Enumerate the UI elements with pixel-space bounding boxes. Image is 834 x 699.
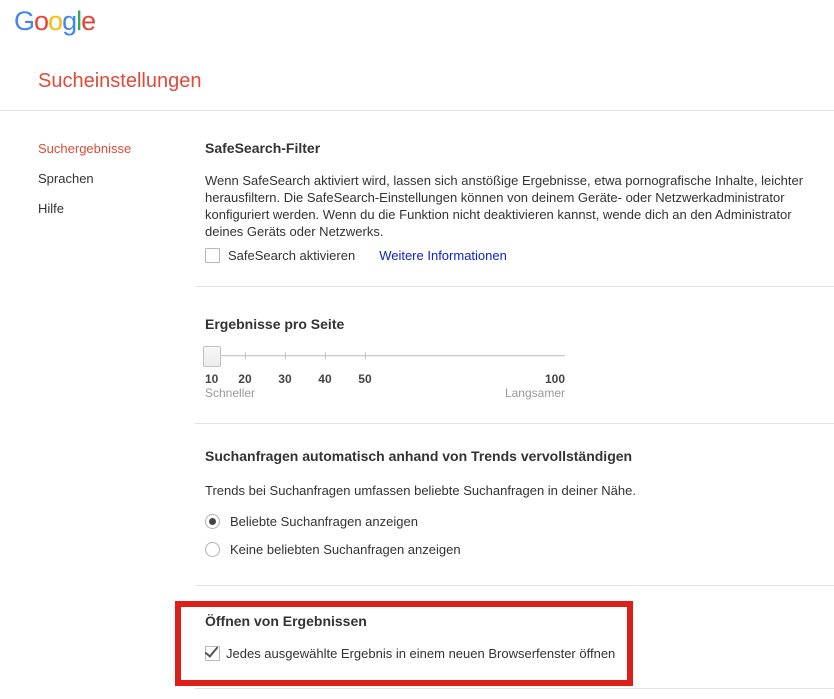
logo-letter: o xyxy=(48,6,63,36)
safesearch-heading: SafeSearch-Filter xyxy=(205,140,321,156)
sidebar-item-sprachen[interactable]: Sprachen xyxy=(38,171,94,186)
open-results-checkbox-row xyxy=(205,646,615,661)
page-title: Sucheinstellungen xyxy=(38,70,202,92)
header-divider xyxy=(0,110,834,111)
slider-track[interactable] xyxy=(205,355,565,357)
bottom-divider xyxy=(195,688,834,689)
safesearch-checkbox-row xyxy=(205,248,507,263)
slider-handle[interactable] xyxy=(203,346,221,367)
section-divider xyxy=(195,423,834,424)
results-per-page-heading: Ergebnisse pro Seite xyxy=(205,316,345,332)
logo-letter: l xyxy=(76,6,82,36)
slider-label-10: 10 xyxy=(205,372,219,386)
trends-radio-show-label: Beliebte Suchanfragen anzeigen xyxy=(230,514,418,529)
logo-letter: e xyxy=(81,6,96,36)
slider-label-30: 30 xyxy=(278,372,292,386)
slider-caption-slow: Langsamer xyxy=(504,386,565,400)
open-results-checkbox-label: Jedes ausgewählte Ergebnis in einem neuen Browserfenster öffnen xyxy=(226,646,616,661)
slider-tick-40 xyxy=(325,352,326,359)
slider-tick-20 xyxy=(245,352,246,359)
slider-tick-50 xyxy=(365,352,366,359)
results-per-page-slider[interactable] xyxy=(205,346,565,400)
slider-caption-fast: Schneller xyxy=(205,386,256,400)
trends-radio-hide[interactable] xyxy=(205,542,220,557)
more-info-link[interactable]: Weitere Informationen xyxy=(379,248,507,263)
logo-letter: G xyxy=(14,6,35,36)
safesearch-checkbox[interactable] xyxy=(205,248,220,263)
safesearch-description: Wenn SafeSearch aktiviert wird, lassen sich anstößige Ergebnisse, etwa pornografische Inhalte, leichter herausfiltern. Die SafeSearch-Einstellungen können von deinem Geräte- oder Netzwerkadministrator konfiguriert werden. Wenn du die Funktion nicht deaktivieren kannst, wende dich an den Administrator deines Geräts oder Netzwerks. xyxy=(205,173,804,239)
trends-option-row xyxy=(205,542,461,557)
open-results-checkbox[interactable] xyxy=(205,646,220,661)
logo-letter: o xyxy=(34,6,49,36)
sidebar-item-hilfe[interactable]: Hilfe xyxy=(38,201,65,216)
section-divider xyxy=(195,585,834,586)
slider-label-20: 20 xyxy=(238,372,252,386)
slider-label-40: 40 xyxy=(318,372,332,386)
trends-radio-hide-label: Keine beliebten Suchanfragen anzeigen xyxy=(230,542,461,557)
slider-label-50: 50 xyxy=(358,372,372,386)
safesearch-checkbox-label: SafeSearch aktivieren xyxy=(228,248,356,263)
trends-description: Trends bei Suchanfragen umfassen beliebte Suchanfragen in deiner Nähe. xyxy=(205,483,636,498)
trends-option-row xyxy=(205,514,418,529)
slider-label-100: 100 xyxy=(544,372,565,386)
trends-heading: Suchanfragen automatisch anhand von Trends vervollständigen xyxy=(205,448,633,464)
slider-tick-30 xyxy=(285,352,286,359)
google-logo[interactable] xyxy=(14,6,95,37)
sidebar-item-suchergebnisse[interactable]: Suchergebnisse xyxy=(38,141,132,156)
trends-radio-show[interactable] xyxy=(205,514,220,529)
section-divider xyxy=(195,286,834,287)
logo-letter: g xyxy=(62,6,77,36)
open-results-heading: Öffnen von Ergebnissen xyxy=(205,613,367,629)
